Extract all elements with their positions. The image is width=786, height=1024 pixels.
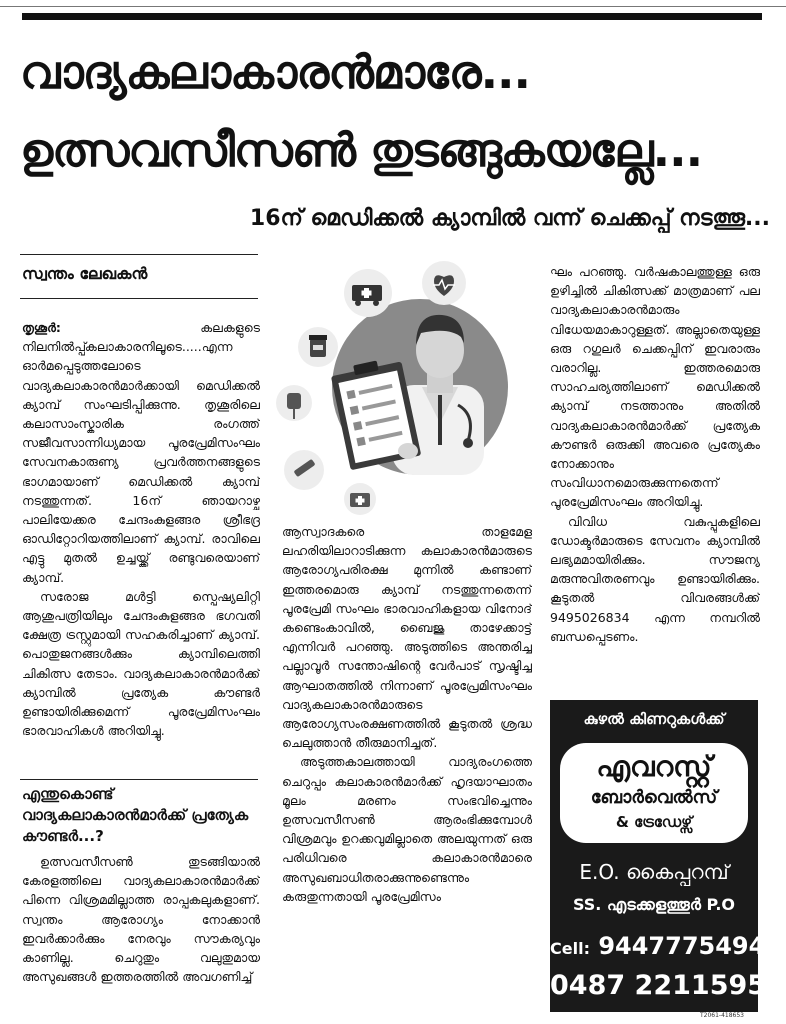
page-top-edge: [0, 0, 786, 7]
pill-bottle-icon: [298, 327, 338, 367]
ad-business-type: ബോർവെൽസ്: [590, 787, 718, 808]
ad-phone-number: 0487 2211595: [550, 970, 767, 1001]
sub-headline: 16ന് മെഡിക്കൽ ക്യാമ്പിൽ വന്ന് ചെക്കപ്പ് നടത്തൂ...: [249, 206, 770, 231]
paragraph: അടുത്തകാലത്തായി വാദ്യരംഗത്തെ ചെറുപ്പം കലാകാരൻമാർക്ക് ഹൃദയാഘാതം മൂലം മരണം സംഭവിച്ചെന്നും ഉത്സവസീസൺ ആരംഭിക്കുമ്പോൾ വിശ്രമവും ഉറക്കവുമില്ലാതെ അലയുന്നത് ഒരു പരിധിവരെ കലാകാരൻമാരെ അസുഖബാധിതരാക്കുന്നുണ്ടെന്നും കരുതുന്നതായി പൂരപ്രേമിസം: [282, 754, 532, 904]
ad-business-type-2: & ട്രേഡേഴ്സ്: [615, 813, 693, 831]
ad-brand-name: എവറസ്റ്റ്: [596, 750, 712, 783]
ad-cell-number: 9447775494: [598, 932, 766, 960]
heart-monitor-icon: [422, 261, 466, 305]
ad-brand-panel: [560, 743, 748, 843]
header-rule: [22, 13, 762, 20]
article-column-3: [550, 262, 760, 682]
first-aid-kit-icon: [344, 483, 376, 515]
paragraph: ഘം പറഞ്ഞു. വർഷകാലത്തുള്ള ഒരു ഉഴിച്ചിൽ ചികിത്സക്ക് മാത്രമാണ് പല വാദ്യകലാകാരൻമാരും വിധേയമാകാറുള്ളത്. അല്ലാതെയുള്ള ഒരു റഗുലർ ചെക്കപ്പിന് ഇവരാരും വരാറില്ല. ഇത്തരമൊരു സാഹചര്യത്തിലാണ് മെഡിക്കൽ ക്യാമ്പ് നടത്താനും അതിൽ വാദ്യകലാകാരൻമാർക്ക് പ്രത്യേക കൗണ്ടർ ഒരുക്കി അവരെ പ്രത്യേകം നോക്കാനും സംവിധാനമൊരുക്കുന്നതെന്ന് പൂരപ്രേമിസംഘം അറിയിച്ചു.: [550, 264, 760, 510]
ambulance-icon: [344, 269, 392, 317]
headline-line-1: വാദ്യകലാകാരൻമാരേ...: [20, 45, 530, 99]
headline-line-2: ഉത്സവസീസൺ തുടങ്ങുകയല്ലേ...: [20, 123, 703, 177]
paragraph: സരോജ മൾട്ടി സ്പെഷ്യലിറ്റി ആശുപത്രിയിലും ചേന്ദംകുളങ്ങര ഭഗവതി ക്ഷേത്ര ട്രസ്റ്റുമായി സഹകരിച്ചാണ് ക്യാമ്പ്. പൊതുജനങ്ങൾക്കും ക്യാമ്പിലെത്തി ചികിത്സ തേടാം. വാദ്യകലാകാരൻമാർക്ക് ക്യാമ്പിൽ പ്രത്യേക കൗണ്ടർ ഉണ്ടായിരിക്കുമെന്ന് പൂരപ്രേമിസംഘം ഭാരവാഹികൾ അറിയിച്ചു.: [22, 588, 260, 739]
paragraph: ആസ്വാദകരെ താളമേള ലഹരിയിലാറാടിക്കുന്ന കലാകാരൻമാരുടെ ആരോഗ്യപരിരക്ഷ മുന്നിൽ കണ്ടാണ് ഇത്തരമൊരു ക്യാമ്പ് നടത്തുന്നതെന്ന് പൂരപ്രേമി സംഘം ഭാരവാഹികളായ വിനോദ് കണ്ടെംകാവിൽ, ബൈജു താഴേക്കാട്ട് എന്നിവർ പറഞ്ഞു. അടുത്തിടെ അന്തരിച്ച പല്ലാവൂർ സന്തോഷിന്റെ വേർപാട് സൃഷ്ടിച്ച ആഘാതത്തിൽ നിന്നാണ് പൂരപ്രേമിസംഘം വാദ്യകലാകാരൻമാരുടെ ആരോഗ്യസംരക്ഷണത്തിൽ കൂടുതൽ ശ്രദ്ധ ചെലുത്താൻ തീരുമാനിച്ചത്.: [282, 524, 532, 751]
article-column-2: [282, 522, 532, 1024]
paragraph: കലകളുടെ നിലനിൽപ്പ്കലാകാരനിലൂടെ.....എന്ന ഓർമപ്പെടുത്തലോടെ വാദ്യകലാകാരൻമാർക്കായി മെഡിക്കൽ ക്യാമ്പ് സംഘടിപ്പിക്കുന്നു. തൃശൂരിലെ കലാസാംസ്കാരിക രംഗത്ത് സജീവസാന്നിധ്യമായ പൂരപ്രേമിസംഘം സേവനകാരുണ്യ പ്രവർത്തനങ്ങളുടെ ഭാഗമായാണ് മെഡിക്കൽ ക്യാമ്പ് നടത്തുന്നത്. 16ന് ഞായറാഴ്ച പാലിയേക്കര ചേന്ദംകുളങ്ങര ശ്രീഭദ്ര ഓഡിറ്റോറിയത്തിലാണ് ക്യാമ്പ്. രാവിലെ എട്ടു മുതൽ ഉച്ചയ്ക്ക് രണ്ടുവരെയാണ് ക്യാമ്പ്.: [22, 320, 260, 585]
article-column-1-continued: [22, 852, 260, 1024]
ad-owner: E.O. കൈപ്പറമ്പ്: [579, 860, 729, 884]
blood-bag-icon: [276, 385, 312, 421]
sub-heading: എന്തുകൊണ്ട് വാദ്യകലാകാരൻമാർക്ക് പ്രത്യേക കൗണ്ടർ...?: [22, 785, 249, 845]
paragraph: വിവിധ വകുപ്പുകളിലെ ഡോക്ടർമാരുടെ സേവനം ക്യാമ്പിൽ ലഭ്യമമായിരിക്കും. സൗജന്യ മരുന്നുവിതരണവും ഉണ്ടായിരിക്കും. കൂടുതൽ വിവരങ്ങൾക്ക് 9495026834 എന്ന നമ്പറിൽ ബന്ധപ്പെടണം.: [550, 513, 760, 644]
syringe-icon: [284, 450, 324, 490]
ad-address: SS. എടക്കളത്തൂർ P.O: [572, 895, 736, 914]
ad-cell-label: Cell:: [550, 939, 590, 958]
paragraph: ഉത്സവസീസൺ തുടങ്ങിയാൽ കേരളത്തിലെ വാദ്യകലാകാരൻമാർക്ക് പിന്നെ വിശ്രമമില്ലാത്ത രാപ്പകലുകളാണ്. സ്വന്തം ആരോഗ്യം നോക്കാൻ ഇവർക്കാർക്കും നേരവും സൗകര്യവും കാണില്ല. ചെറുതും വലുതുമായ അസുഖങ്ങൾ ഇത്തരത്തിൽ അവഗണിച്ച്: [22, 854, 260, 985]
ad-cell: [550, 932, 766, 960]
subhead-rule: [20, 779, 258, 780]
dateline: തൃശൂർ:: [22, 320, 61, 335]
byline-rule-top: [20, 254, 258, 255]
byline-rule-bottom: [20, 298, 258, 299]
ad-tagline: കുഴൽ കിണറുകൾക്ക്: [583, 710, 725, 728]
byline: സ്വന്തം ലേഖകൻ: [22, 264, 148, 283]
article-column-1: [22, 318, 260, 773]
medical-illustration: [272, 255, 542, 517]
advertisement-box: [550, 700, 767, 1012]
ad-code: T2061-418653: [700, 1012, 745, 1019]
